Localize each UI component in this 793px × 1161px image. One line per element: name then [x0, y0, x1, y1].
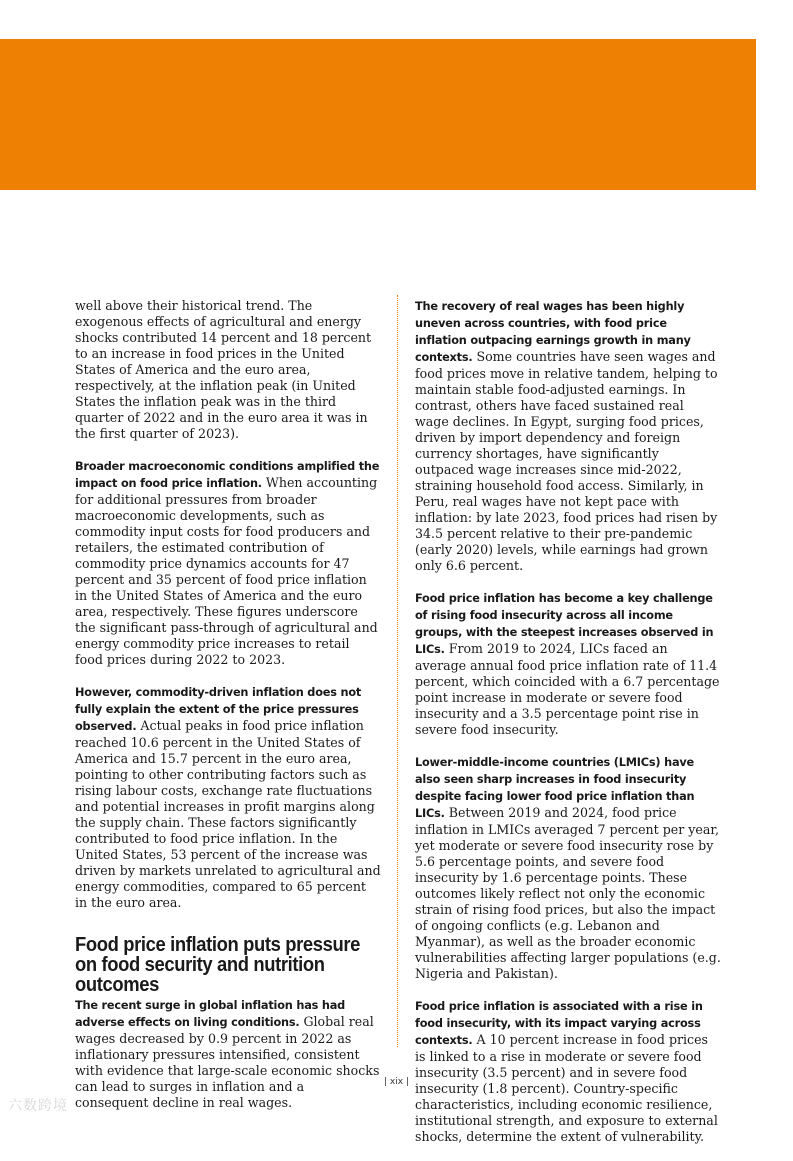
paragraph: well above their historical trend. The exogenous effects of agricultural and energy shocks contributed 14 percent and 18 percent to an increase in food prices in the United States of America and the euro area, respectively, at the inflation peak (in United States the inflation peak was in the third quarter of 2022 and in the euro area it was in the first quarter of 2023). [75, 298, 372, 441]
paragraph-lead: Food price inflation has become a key challenge of rising food insecurity across all income groups, with the steepest increases observed in LICs. [415, 592, 714, 656]
paragraph: However, commodity-driven inflation does not fully explain the extent of the price pressures observed. Actual peaks in food price inflation reached 10.6 percent in the United States of America and 15.7 percent in the euro area, pointing to other contributing factors such as rising labour costs, exchange rate fluctuations and potential increases in profit margins along the supply chain. These factors significantly contributed to food price inflation. In the United States, 53 percent of the increase was driven by markets unrelated to agricultural and energy commodities, compared to 65 percent in the euro area. [75, 686, 381, 910]
paragraph: Food price inflation is associated with a rise in food insecurity, with its impact varying across contexts. A 10 percent increase in food prices is linked to a rise in moderate or severe food insecurity (3.5 percent) and in severe food insecurity (1.8 percent). Country-specific characteristics, including economic resilience, institutional strength, and exposure to external shocks, determine the extent of vulnerability. [415, 1000, 718, 1144]
paragraph-lead: Lower-middle-income countries (LMICs) have also seen sharp increases in food insecurity despite facing lower food price inflation than LICs. [415, 756, 695, 820]
paragraph-lead: However, commodity-driven inflation does not fully explain the extent of the price pressures observed. [75, 686, 362, 733]
header-banner [0, 39, 756, 190]
column-divider [397, 295, 398, 1047]
section-heading: Food price inflation puts pressure on food security and nutrition outcomes [75, 934, 360, 996]
paragraph-lead: Food price inflation is associated with a rise in food insecurity, with its impact varying across contexts. [415, 1000, 703, 1047]
paragraph-lead: The recent surge in global inflation has had adverse effects on living conditions. [75, 999, 346, 1029]
paragraph: Broader macroeconomic conditions amplified the impact on food price inflation. When accounting for additional pressures from broader macroeconomic developments, such as commodity input costs for food producers and retailers, the estimated contribution of commodity price dynamics accounts for 47 percent and 35 percent of food price inflation in the United States of America and the euro area, respectively. These figures underscore the significant pass-through of agricultural and energy commodity price increases to retail food prices during 2022 to 2023. [75, 460, 380, 667]
paragraph: The recent surge in global inflation has had adverse effects on living conditions. Global real wages decreased by 0.9 percent in 2022 as inflationary pressures intensified, consistent with evidence that large-scale economic shocks can lead to surges in inflation and a consequent decline in real wages. [75, 999, 380, 1110]
paragraph: Lower-middle-income countries (LMICs) have also seen sharp increases in food insecurity despite facing lower food price inflation than LICs. Between 2019 and 2024, food price inflation in LMICs averaged 7 percent per year, yet moderate or severe food insecurity rose by 5.6 percentage points, and severe food insecurity by 1.6 percentage points. These outcomes likely reflect not only the economic strain of rising food prices, but also the impact of ongoing conflicts (e.g. Lebanon and Myanmar), as well as the broader economic vulnerabilities affecting larger populations (e.g. Nigeria and Pakistan). [415, 756, 721, 981]
right-column [415, 298, 721, 1161]
watermark: 六数跨境 [8, 1098, 68, 1114]
paragraph-lead: The recovery of real wages has been highly uneven across countries, with food price inflation outpacing earnings growth in many contexts. [415, 300, 691, 364]
left-column [75, 298, 381, 1127]
paragraph-lead: Broader macroeconomic conditions amplified the impact on food price inflation. [75, 460, 380, 490]
page-number: | xix | [384, 1077, 409, 1087]
paragraph: Food price inflation has become a key challenge of rising food insecurity across all income groups, with the steepest increases observed in LICs. From 2019 to 2024, LICs faced an average annual food price inflation rate of 11.4 percent, which coincided with a 6.7 percentage point increase in moderate or severe food insecurity and a 3.5 percentage point rise in severe food insecurity. [415, 592, 720, 737]
paragraph: The recovery of real wages has been highly uneven across countries, with food price inflation outpacing earnings growth in many contexts. Some countries have seen wages and food prices move in relative tandem, helping to maintain stable food-adjusted earnings. In contrast, others have faced sustained real wage declines. In Egypt, surging food prices, driven by import dependency and foreign currency shortages, have significantly outpaced wage increases since mid-2022, straining household food access. Similarly, in Peru, real wages have not kept pace with inflation: by late 2023, food prices had risen by 34.5 percent relative to their pre-pandemic (early 2020) levels, while earnings had grown only 6.6 percent. [415, 300, 718, 573]
